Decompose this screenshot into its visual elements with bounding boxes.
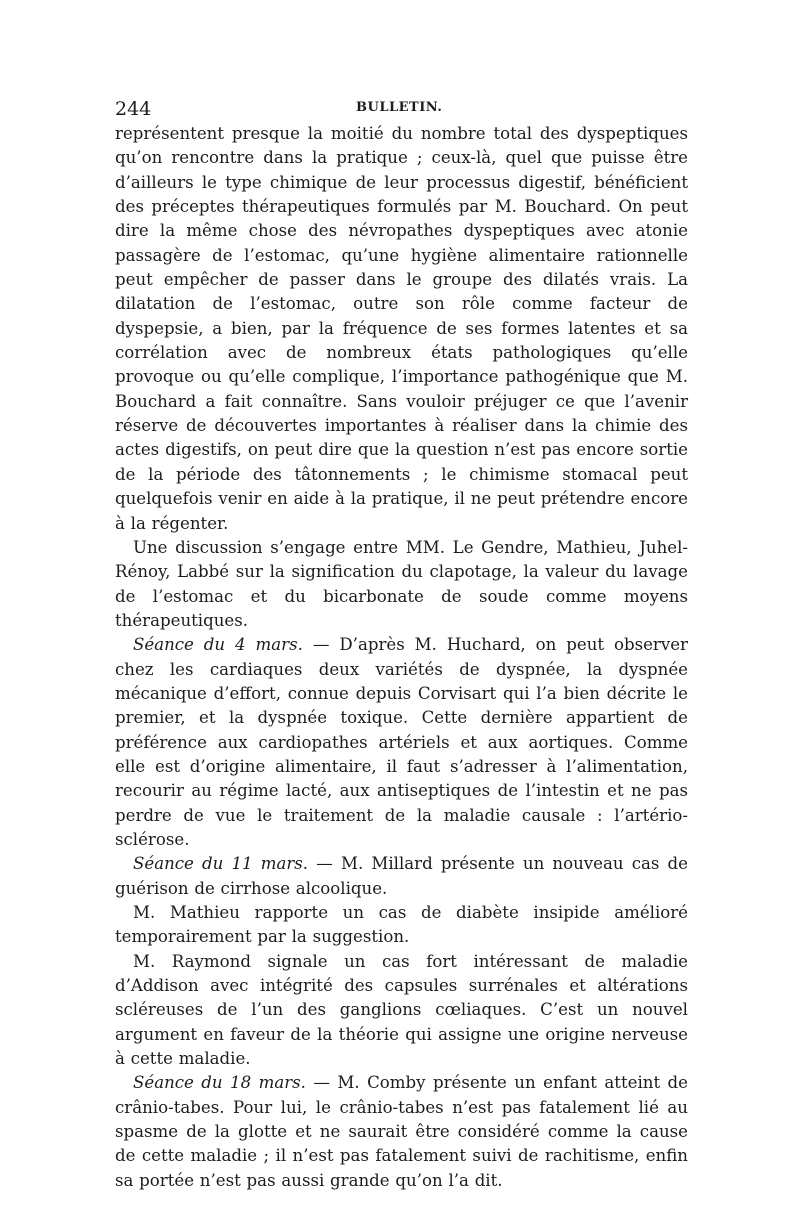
paragraph (115, 122, 688, 536)
paragraph-text: M. Mathieu rapporte un cas de diabète insipide amélioré temporairement par la suggestion. (115, 903, 688, 947)
paragraph-text: M. Raymond signale un cas fort intéressant de maladie d’Addison avec intégrité des capsules surrénales et altérations scléreuses de l’un des ganglions cœliaques. C’est un nouvel argument en faveur de la théorie qui assigne une origine nerveuse à cette maladie. (115, 951, 688, 1069)
session-date: Séance du 11 mars. (133, 854, 309, 874)
paragraph (115, 950, 688, 1072)
page-number: 244 (115, 98, 152, 120)
session-date: Séance du 4 mars. (133, 635, 303, 655)
page-header (115, 96, 688, 122)
body-text (115, 122, 688, 1193)
paragraph-text: Une discussion s’engage entre MM. Le Gendre, Mathieu, Juhel-Rénoy, Labbé sur la signification du clapotage, la valeur du lavage de l’estomac et du bicarbonate de soude comme moyens thérapeutiques. (115, 537, 688, 630)
paragraph-text: — M. Millard présente un nouveau cas de guérison de cirrhose alcoolique. (115, 854, 688, 898)
paragraph (115, 1071, 688, 1193)
paragraph (115, 852, 688, 901)
paragraph (115, 901, 688, 950)
paragraph (115, 633, 688, 852)
paragraph-text: représentent presque la moitié du nombre total des dyspeptiques qu’on rencontre dans la pratique ; ceux-là, quel que puisse être d’ailleurs le type chimique de leur processus digestif, bénéficient des préceptes thérapeutiques formulés par M. Bouchard. On peut dire la même chose des névropathes dyspeptiques avec atonie passagère de l’estomac, qu’une hygiène alimentaire rationnelle peut empêcher de passer dans le groupe des dilatés vrais. La dilatation de l’estomac, outre son rôle comme facteur de dyspepsie, a bien, par la fréquence de ses formes latentes et sa corrélation avec de nombreux états pathologiques qu’elle provoque ou qu’elle complique, l’importance pathogénique que M. Bouchard a fait connaître. Sans vouloir préjuger ce que l’avenir réserve de découvertes importantes à réaliser dans la chimie des actes digestifs, on peut dire que la question n’est pas encore sortie de la période des tâtonnements ; le chimisme stomacal peut quelquefois venir en aide à la pratique, il ne peut prétendre encore à la régenter. (115, 124, 688, 533)
page (115, 96, 688, 1193)
session-date: Séance du 18 mars. (133, 1073, 306, 1093)
paragraph-text: — M. Comby présente un enfant atteint de crânio-tabes. Pour lui, le crânio-tabes n’est pas fatalement lié au spasme de la glotte et ne saurait être considéré comme la cause de cette maladie ; il n’est pas fatalement suivi de rachitisme, enfin sa portée n’est pas aussi grande qu’on l’a dit. (115, 1073, 688, 1190)
paragraph (115, 536, 688, 633)
running-title: BULLETIN. (356, 100, 443, 115)
paragraph-text: — D’après M. Huchard, on peut observer chez les cardiaques deux variétés de dyspnée, la dyspnée mécanique d’effort, connue depuis Corvisart qui l’a bien décrite le premier, et la dyspnée toxique. Cette dernière appartient de préférence aux cardiopathes artériels et aux aortiques. Comme elle est d’origine alimentaire, il faut s’adresser à l’alimentation, recourir au régime lacté, aux antiseptiques de l’intestin et ne pas perdre de vue le traitement de la maladie causale : l’artério-sclérose. (115, 635, 688, 849)
